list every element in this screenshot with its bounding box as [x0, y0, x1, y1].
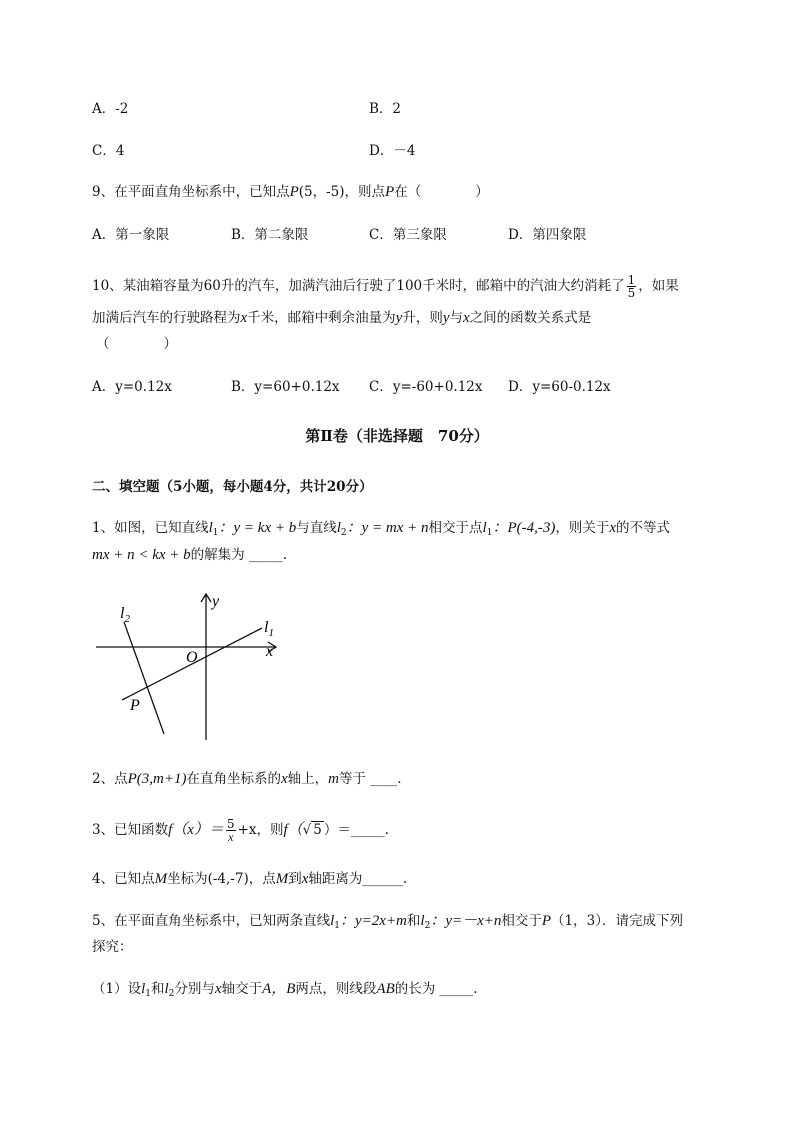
f5-q1-l2-sub: 2	[168, 989, 175, 999]
f5-q1-ab: A，B	[262, 981, 296, 997]
f1-mid: 与直线	[296, 520, 337, 536]
q9-text-a: 在平面直角坐标系中，已知点	[114, 184, 290, 200]
f3-fx: f（x）＝	[168, 822, 224, 838]
f3-c: ）＝_____.	[323, 822, 389, 838]
f3-frac-den: x	[228, 830, 234, 844]
label-l2	[120, 605, 130, 625]
f1-line2	[92, 545, 287, 565]
f1-l1-sub: 1	[212, 528, 219, 538]
q10-var-y: y	[395, 310, 403, 326]
q10-frac-num: 1	[627, 273, 636, 287]
f3-line	[92, 818, 389, 843]
f1-inequality: mx + n < kx + b	[92, 547, 191, 563]
q10-var-x: x	[240, 310, 248, 326]
f4-m2: M	[275, 871, 289, 887]
f1-text-c: ，则关于	[555, 520, 610, 536]
f4-c: 到	[288, 871, 302, 887]
coordinate-figure	[90, 588, 290, 748]
q9-point-label-2: P	[385, 184, 395, 200]
f5-q1-l1: l	[141, 981, 146, 997]
q10-line2	[92, 308, 591, 328]
q10-line2-a: 加满后汽车的行驶路程为	[92, 310, 241, 326]
q9-option-c: C．第三象限	[369, 227, 447, 243]
q10-line2-c: 升，则	[402, 310, 443, 326]
label-origin: O	[186, 649, 198, 666]
q10-option-a: A．y=0.12x	[92, 379, 172, 395]
f5-q1-c: 轴交于	[221, 981, 263, 997]
f1-point: ：P(-4,-3)	[492, 520, 556, 536]
q9-stem	[92, 182, 489, 202]
q8-option-a: A．-2	[92, 101, 129, 117]
q10-line1	[92, 274, 679, 299]
f2-a: 2、点	[92, 771, 128, 787]
q9-option-a: A．第一象限	[92, 227, 170, 243]
part2-title: 第Ⅱ卷（非选择题 70分）	[305, 427, 489, 445]
f5-and: 和	[406, 913, 421, 929]
q10-option-c: C．y=-60+0.12x	[369, 379, 483, 395]
f4-d: 轴距离为______.	[308, 871, 408, 887]
f5-q1-and: 和	[151, 981, 165, 997]
f2-point: P(3,m+1)	[127, 771, 187, 787]
f4-b: 坐标为(-4,-7)，点	[167, 871, 276, 887]
f4-x: x	[301, 871, 309, 887]
f1-text-a: 1、如图，已知直线	[92, 520, 209, 536]
f5-q1-l1-sub: 1	[145, 989, 151, 999]
f4-a: 4、已知点	[92, 871, 155, 887]
sqrt-symbol: √	[302, 822, 312, 838]
q10-line2-d: 与	[449, 310, 464, 326]
f3-b: +x，则	[237, 822, 284, 838]
f5-q1-b: 分别与	[174, 981, 215, 997]
q10-fraction	[627, 274, 637, 299]
q8-option-d: D．－4	[369, 143, 416, 159]
f5-q1-ab2: AB	[376, 981, 395, 997]
q10-answer-paren: （ ）	[96, 336, 177, 352]
f5-b: 相交于	[501, 913, 542, 929]
f1-line2-text: 的解集为 _____.	[190, 547, 288, 563]
f5-eq1: ：y=2x+m	[340, 913, 407, 929]
f5-l1-sub: 1	[334, 921, 340, 931]
f5-line2: 探究：	[92, 939, 133, 955]
f5-q1	[92, 979, 478, 1004]
f1-var-x: x	[609, 520, 617, 536]
label-l2-letter: l	[120, 605, 125, 622]
f5-l2: l	[420, 913, 425, 929]
q9-point-label: P	[289, 184, 299, 200]
f3-a: 3、已知函数	[92, 822, 169, 838]
q10-option-d: D．y=60-0.12x	[508, 379, 611, 395]
f5-q1-e: 的长为 _____.	[394, 981, 478, 997]
f1-text-b: 相交于点	[428, 520, 483, 536]
q9-coords: (5，-5)	[298, 184, 345, 200]
q9-option-b: B．第二象限	[231, 227, 309, 243]
f1-l1b-sub: 1	[486, 528, 493, 538]
f5-l2-sub: 2	[424, 921, 431, 931]
label-p: P	[130, 697, 140, 714]
q10-number: 10、	[92, 278, 123, 294]
f1-line1	[92, 518, 670, 543]
q10-frac-den: 5	[627, 286, 636, 300]
f1-l1b: l	[482, 520, 487, 536]
q8-option-c: C．4	[92, 143, 125, 159]
f1-l2: l	[336, 520, 341, 536]
q10-var-y-2: y	[442, 310, 450, 326]
f2-line	[92, 769, 402, 789]
f2-c: 轴上，	[287, 771, 329, 787]
q10-line1-text: 某油箱容量为60升的汽车，加满汽油后行驶了100千米时，邮箱中的汽油大约消耗了	[122, 278, 625, 294]
f5-a: 5、在平面直角坐标系中，已知两条直线	[92, 913, 331, 929]
f1-eq1: ：y = kx + b	[218, 520, 297, 536]
f5-l1: l	[330, 913, 335, 929]
q9-text-b: ，则点	[344, 184, 386, 200]
f1-l2-sub: 2	[340, 528, 347, 538]
q8-option-b: B．2	[369, 101, 402, 117]
f5-q1-l2: l	[164, 981, 169, 997]
f5-q1-a: （1）设	[92, 981, 142, 997]
section-heading: 二、填空题（5小题，每小题4分，共计20分）	[92, 479, 373, 495]
label-x: x	[266, 643, 274, 660]
f4-line	[92, 869, 407, 889]
f1-eq2: ：y = mx + n	[346, 520, 429, 536]
q9-option-d: D．第四象限	[508, 227, 587, 243]
f5-q1-x: x	[214, 981, 222, 997]
q10-var-x-2: x	[463, 310, 470, 326]
f5-line1	[92, 911, 683, 936]
label-l1-letter: l	[264, 619, 269, 636]
label-l1-sub: 1	[268, 627, 274, 639]
f1-l1: l	[208, 520, 213, 536]
f2-b: 在直角坐标系的	[186, 771, 281, 787]
f5-p: P	[541, 913, 552, 929]
f3-frac-num: 5	[226, 817, 235, 831]
q10-line2-e: 之间的函数关系式是	[469, 310, 592, 326]
q9-text-c: 在（ ）	[394, 184, 489, 200]
q10-line2-b: 千米，邮箱中剩余油量为	[247, 310, 396, 326]
f2-d: 等于 ____.	[338, 771, 402, 787]
f3-root: 5	[313, 822, 322, 838]
f5-q1-d: 两点，则线段	[295, 981, 377, 997]
f5-eq2: ：y=－x+n	[430, 913, 502, 929]
f2-m: m	[328, 771, 339, 787]
q9-number: 9、	[92, 184, 115, 200]
q10-line1-end: ，如果	[638, 278, 679, 294]
q10-option-b: B．y=60+0.12x	[231, 379, 340, 395]
label-l1	[264, 619, 274, 639]
f3-fraction	[226, 818, 236, 843]
f3-f: f（	[283, 822, 303, 838]
label-l2-sub: 2	[124, 613, 130, 625]
f1-text-d: 的不等式	[616, 520, 671, 536]
f2-x: x	[280, 771, 288, 787]
f4-m: M	[154, 871, 168, 887]
line-l2	[124, 622, 164, 734]
f5-pt: （1，3）．请完成下列	[551, 913, 683, 929]
label-y: y	[212, 593, 220, 610]
